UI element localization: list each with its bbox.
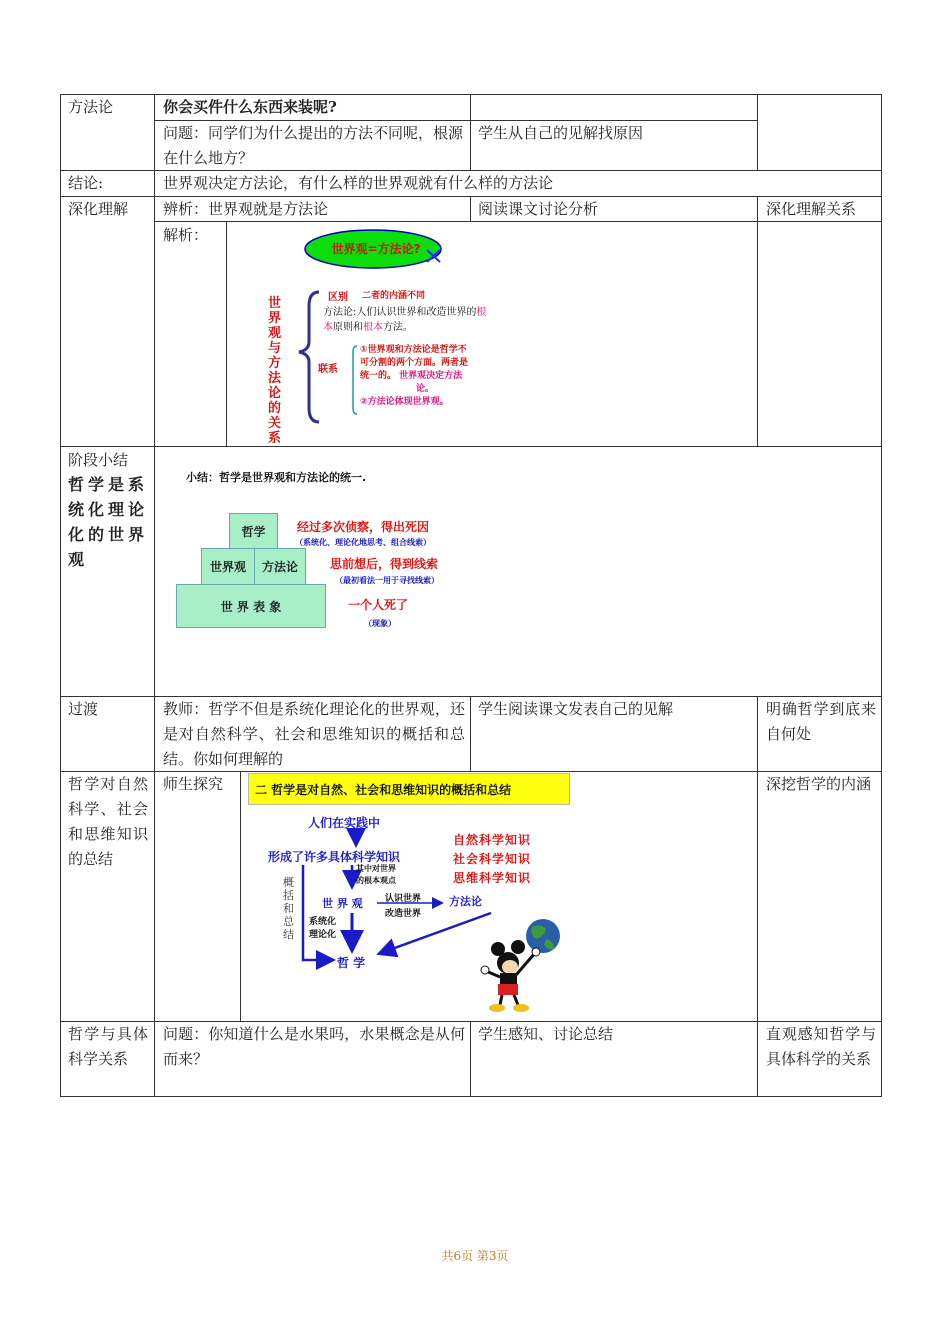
diagram3-know1: 认识世界 [385,894,422,904]
diagram3-methodology: 方法论 [449,895,482,908]
diagram3-sciences: 自然科学知识 社会科学知识 思维科学知识 [453,833,532,885]
diagram1-vertical-title: 世界观与方法论的关系 [268,296,282,446]
diagram1-link-text: ①世界观和方法论是哲学不 可分割的两个方面。两者是 统一的。 世界观决定方法 论。 ②方法论体现世界观。 [360,345,469,407]
row-label-relation: 哲学与具体科学关系 [68,1025,148,1068]
method-question2: 问题：同学们为什么提出的方法不同呢，根源在什么地方？ [163,124,464,167]
deepen-purpose: 深化理解关系 [766,200,857,218]
diagram2-line1: 经过多次侦察，得出死因 [297,520,430,534]
diagram3-practice: 人们在实践中 [308,816,381,830]
diagram3-header: 二 哲学是对自然、社会和思维知识的概括和总结 [248,773,570,805]
stage-bold-text: 哲学是系统化理论化的世界观 [68,475,146,569]
row-label-method: 方法论 [68,98,114,116]
summary-purpose: 深挖哲学的内涵 [766,775,872,793]
relation-student: 学生感知、讨论总结 [478,1025,614,1043]
transition-student: 学生阅读课文发表自己的见解 [478,700,674,718]
relation-purpose: 直观感知哲学与具体科学的关系 [766,1025,876,1068]
diagram1-diff-note: 二者的内涵不同 [362,291,426,301]
diagram3-know2: 改造世界 [385,909,422,919]
deepen-activity: 阅读课文讨论分析 [478,200,599,218]
row-label-stage: 阶段小结 [68,451,129,469]
diagram3-sys: 系统化 理论化 [309,917,337,940]
diagram1-diff-label: 区别 [328,292,348,303]
method-question: 你会买件什么东西来装呢? [163,98,337,116]
relation-question: 问题：你知道什么是水果吗，水果概念是从何而来？ [163,1025,465,1068]
diagram3-note: 其中对世界 的根本观点 [356,864,396,885]
diagram3-philosophy: 哲 学 [337,956,366,970]
diagram3-worldview: 世 界 观 [322,897,363,910]
transition-teacher: 教师：哲学不但是系统化理论化的世界观，还是对自然科学、社会和思维知识的概括和总结。你如何理解的 [163,700,465,768]
diagram2-line3-sub: （现象） [364,619,396,628]
deepen-explain-label: 解析： [163,226,209,244]
diagram2-line3: 一个人死了 [348,598,409,612]
summary-activity: 师生探究 [163,775,224,793]
diagram3-formed: 形成了许多具体科学知识 [268,850,401,864]
method-student: 学生从自己的见解找原因 [478,124,644,142]
page-footer: 共6页 第3页 [441,1249,509,1263]
row-label-summary: 哲学对自然科学、社会和思维知识的总结 [68,775,148,868]
diagram2-line1-sub: （系统化、理论化地思考、组合线索） [295,538,431,547]
box-methodology: 方法论 [254,548,306,585]
deepen-analysis: 辨析：世界观就是方法论 [163,200,329,218]
row-label-conclusion: 结论: [68,174,104,192]
diagram2-line2-sub: （最初看法一用于寻找线索） [335,576,439,585]
transition-purpose: 明确哲学到底来自何处 [766,700,876,743]
box-philosophy: 哲学 [229,513,278,549]
diagram2-line2: 思前想后，得到线索 [330,557,439,571]
diagram3-side: 概括和总结 [283,876,294,941]
diagram1-link-label: 联系 [318,364,338,375]
box-phenomenon: 世 界 表 象 [176,584,326,628]
diagram1-method-def: 方法论:人们认识世界和改造世界的根 本原则和根本方法。 [323,307,487,333]
diagram2-summary: 小结：哲学是世界观和方法论的统一. [186,471,367,484]
conclusion-text: 世界观决定方法论，有什么样的世界观就有什么样的方法论 [163,174,554,192]
diagram1-oval-text: 世界观=方法论? [331,242,421,256]
mickey-globe-illustration [480,915,565,1015]
row-label-deepen: 深化理解 [68,200,129,218]
box-worldview: 世界观 [201,548,255,585]
row-label-transition: 过渡 [68,700,99,718]
